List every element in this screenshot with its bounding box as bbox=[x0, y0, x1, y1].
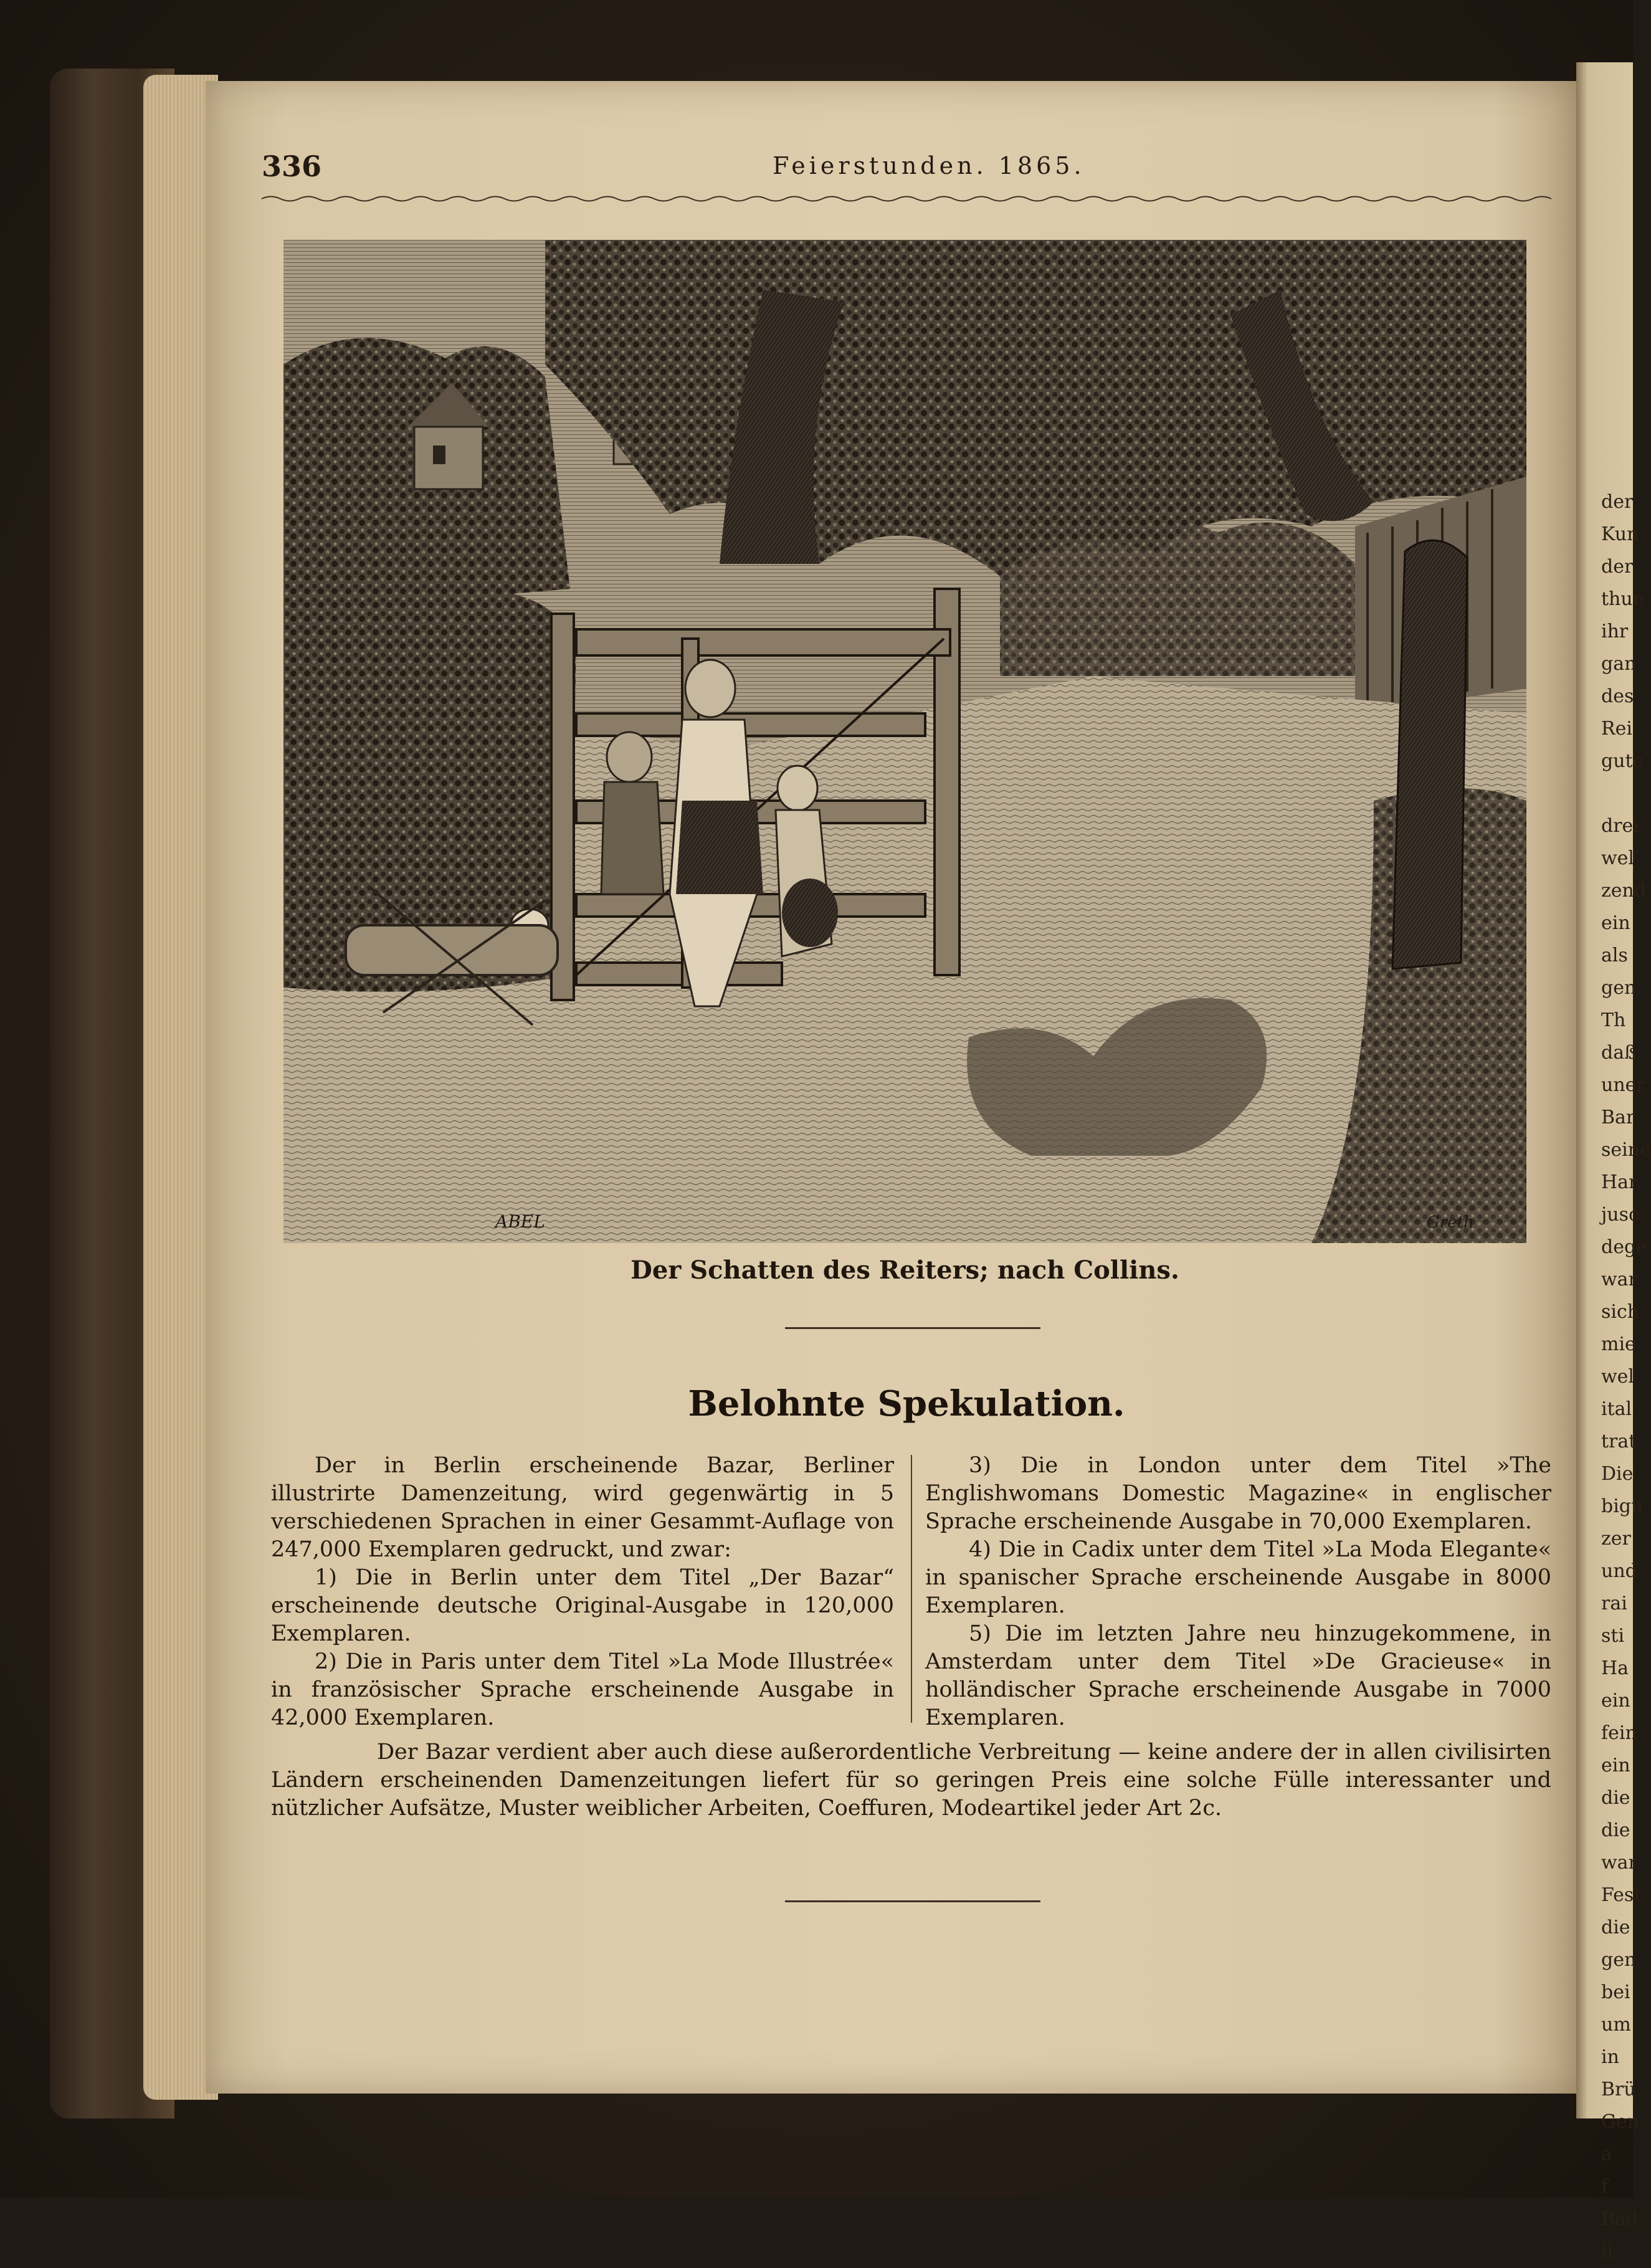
paragraph: 2) Die in Paris unter dem Titel »La Mode Illustrée« in französischer Sprache erscheinende Ausgabe in 42,000 Exemplaren. bbox=[271, 1649, 894, 1730]
facing-page-fragment: Bad bbox=[1601, 2208, 1639, 2230]
facing-page-fragment: Rei bbox=[1601, 718, 1632, 740]
facing-page-fragment: die bbox=[1601, 1787, 1630, 1809]
separator-rule-bottom bbox=[785, 1900, 1040, 1902]
paragraph: Der in Berlin erscheinende Bazar, Berliner illustrirte Damenzeitung, wird gegenwärtig in 5 verschiedenen Sprachen in einer Gesammt-Auflage von 247,000 Exemplaren gedruckt, und zwar: bbox=[271, 1453, 894, 1562]
facing-page-fragment bbox=[1601, 778, 1639, 810]
facing-page-fragment: sich bbox=[1601, 1301, 1640, 1323]
page-number: 336 bbox=[262, 150, 322, 183]
paragraph: 4) Die in Cadix unter dem Titel »La Moda Elegante« in spanischer Sprache erscheinende Ausgabe in 8000 Exemplaren. bbox=[925, 1537, 1551, 1618]
facing-page-fragment: Die bbox=[1601, 1463, 1634, 1485]
engraving-illustration bbox=[283, 240, 1526, 1243]
facing-page-fragment: der bbox=[1601, 556, 1634, 578]
article-title: Belohnte Spekulation. bbox=[688, 1383, 1125, 1424]
facing-page-fragment: daß bbox=[1601, 1042, 1637, 1064]
facing-page-fragment: dege bbox=[1601, 1236, 1647, 1258]
column-divider bbox=[911, 1455, 912, 1723]
facing-page-fragment: gute bbox=[1601, 750, 1644, 772]
facing-page-fragment: sti bbox=[1601, 1625, 1625, 1647]
facing-page-fragment: fein bbox=[1601, 1722, 1637, 1744]
closing-paragraph: Der Bazar verdient aber auch diese außerordentliche Verbreitung — keine andere der in allen civilisirten Ländern erscheinenden Damenzeitungen liefert für so geringen Preis eine solche Fülle interessanter und nützlicher Aufsätze, Muster weiblicher Arbeiten, Coeffuren, Modeartikel jeder Art 2c. bbox=[271, 1740, 1551, 1821]
facing-page-fragment: und bbox=[1601, 1560, 1637, 1582]
illustration-signature-left: ABEL bbox=[495, 1211, 545, 1232]
facing-page-fragment: rai bbox=[1601, 1593, 1627, 1614]
facing-page-fragment: in bbox=[1601, 2046, 1619, 2068]
illustration-signature-right: Greth bbox=[1427, 1213, 1474, 1232]
facing-page-fragment: wel bbox=[1601, 847, 1635, 869]
facing-page-fragment: des bbox=[1601, 685, 1634, 707]
facing-page-fragment: ein bbox=[1601, 1690, 1630, 1712]
facing-page-fragment: Ha bbox=[1601, 1657, 1629, 1679]
facing-page-fragment: die bbox=[1601, 1819, 1630, 1841]
facing-page-fragment: als bbox=[1601, 945, 1628, 966]
facing-page-fragment: zer bbox=[1601, 1528, 1631, 1550]
facing-page-fragment: bei bbox=[1601, 1981, 1630, 2003]
facing-page-fragment: Fest bbox=[1601, 1884, 1642, 1906]
facing-page-fragment: f bbox=[1601, 2176, 1609, 2198]
paragraph: 1) Die in Berlin unter dem Titel „Der Bazar“ erscheinende deutsche Original-Ausgabe in 120,000 Exemplaren. bbox=[271, 1565, 894, 1646]
facing-page-fragment: ital bbox=[1601, 1398, 1632, 1420]
facing-page-fragment: Bar bbox=[1601, 1107, 1635, 1128]
facing-page-fragment: bigu bbox=[1601, 1495, 1644, 1517]
facing-page-fragment: drei bbox=[1601, 815, 1639, 837]
paragraph: 3) Die in London unter dem Titel »The Englishwomans Domestic Magazine« in englischer Sprache erscheinende Ausgabe in 70,000 Exemplaren. bbox=[925, 1453, 1551, 1534]
facing-page-fragment: juso bbox=[1601, 1204, 1640, 1226]
facing-page-fragment: um bbox=[1601, 2014, 1631, 2036]
facing-page-fragment: war bbox=[1601, 1852, 1637, 1874]
facing-page-fragment: thun bbox=[1601, 588, 1645, 610]
facing-page-fragment: il bbox=[1601, 2241, 1614, 2262]
facing-page-fragment: gen bbox=[1601, 1949, 1637, 1971]
facing-page-fragment: Gen bbox=[1601, 2111, 1640, 2133]
facing-page-fragment: gan bbox=[1601, 653, 1637, 675]
facing-page-fragment: der bbox=[1601, 491, 1634, 513]
running-title: Feierstunden. 1865. bbox=[773, 152, 1085, 179]
article-column-left bbox=[271, 1452, 894, 1732]
separator-rule-top bbox=[785, 1327, 1040, 1329]
facing-page-fragment: war bbox=[1601, 1269, 1637, 1290]
paragraph: 5) Die im letzten Jahre neu hinzugekommene, in Amsterdam unter dem Titel »De Gracieuse« in holländischer Sprache erscheinende Ausgabe in 7000 Exemplaren. bbox=[925, 1621, 1551, 1730]
facing-page-fragment: mie bbox=[1601, 1333, 1636, 1355]
facing-page-fragment: die bbox=[1601, 1917, 1630, 1938]
header-rule bbox=[262, 194, 1551, 203]
article-column-right bbox=[925, 1452, 1551, 1732]
facing-page-fragment: ein bbox=[1601, 1755, 1630, 1776]
facing-page-fragment: ihr bbox=[1601, 621, 1629, 642]
facing-page-fragment: a bbox=[1601, 2143, 1612, 2165]
facing-page-fragment: Brü bbox=[1601, 2079, 1636, 2100]
facing-page-fragment: Kun bbox=[1601, 523, 1639, 545]
illustration-caption: Der Schatten des Reiters; nach Collins. bbox=[630, 1256, 1179, 1285]
facing-page-fragment: wel bbox=[1601, 1366, 1635, 1388]
facing-page-fragment: seine bbox=[1601, 1139, 1651, 1161]
facing-page-text bbox=[1601, 486, 1651, 2268]
facing-page-fragment: Har bbox=[1601, 1171, 1638, 1193]
facing-page-fragment: gen bbox=[1601, 977, 1637, 999]
facing-page-fragment: Th bbox=[1601, 1009, 1626, 1031]
facing-page-fragment: zend bbox=[1601, 880, 1647, 902]
facing-page-fragment: ein bbox=[1601, 912, 1630, 934]
facing-page-fragment: trat bbox=[1601, 1431, 1637, 1452]
facing-page-fragment: uner bbox=[1601, 1074, 1645, 1096]
page-header bbox=[262, 150, 1551, 193]
